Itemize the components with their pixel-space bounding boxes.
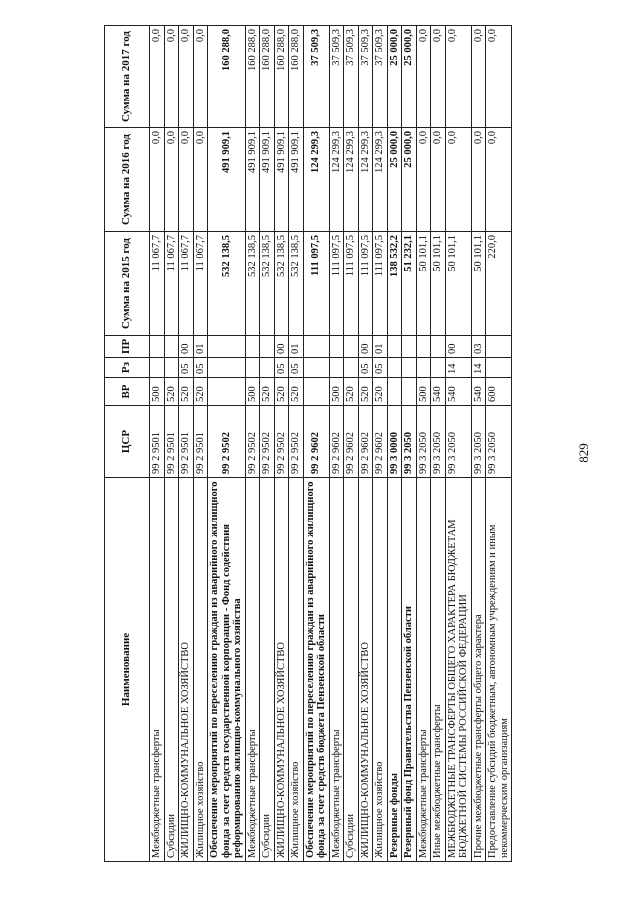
cell-rz <box>486 358 512 378</box>
cell-vr: 500 <box>329 378 344 406</box>
cell-csr: 99 3 2050 <box>445 406 471 478</box>
cell-csr: 99 3 2050 <box>416 406 431 478</box>
cell-2017: 160 288,0 <box>245 26 260 128</box>
cell-csr: 99 2 9602 <box>344 406 359 478</box>
header-csr: ЦСР <box>105 406 150 478</box>
cell-csr: 99 2 9501 <box>179 406 194 478</box>
cell-pr: 01 <box>373 336 388 358</box>
cell-2016: 491 909,1 <box>260 128 275 232</box>
header-vr: ВР <box>105 378 150 406</box>
cell-2015: 111 097,5 <box>344 232 359 336</box>
table-row <box>358 26 373 862</box>
header-rz: Рз <box>105 358 150 378</box>
table-row <box>274 26 289 862</box>
cell-name: Обеспечение мероприятий по переселению граждан из аварийного жилищного фонда за счет средств бюджета Пензенской области <box>303 478 329 862</box>
table-row <box>416 26 431 862</box>
cell-name: ЖИЛИЩНО-КОММУНАЛЬНОЕ ХОЗЯЙСТВО <box>358 478 373 862</box>
cell-name: Межбюджетные трансферты <box>329 478 344 862</box>
cell-2016: 0,0 <box>471 128 486 232</box>
cell-2015: 111 097,5 <box>358 232 373 336</box>
cell-2016: 0,0 <box>150 128 165 232</box>
rotated-page-content <box>104 26 640 862</box>
cell-name: Иные межбюджетные трансферты <box>431 478 446 862</box>
cell-vr: 500 <box>150 378 165 406</box>
cell-vr: 500 <box>245 378 260 406</box>
cell-2015: 532 138,5 <box>289 232 304 336</box>
cell-2015: 50 101,1 <box>431 232 446 336</box>
cell-rz <box>245 358 260 378</box>
cell-vr: 540 <box>431 378 446 406</box>
cell-pr <box>303 336 329 358</box>
cell-2015: 532 138,5 <box>208 232 246 336</box>
cell-2015: 532 138,5 <box>274 232 289 336</box>
cell-name: Межбюджетные трансферты <box>416 478 431 862</box>
cell-2016: 491 909,1 <box>208 128 246 232</box>
cell-pr: 03 <box>471 336 486 358</box>
cell-2016: 0,0 <box>164 128 179 232</box>
cell-csr: 99 2 9501 <box>150 406 165 478</box>
cell-vr: 520 <box>274 378 289 406</box>
cell-2016: 124 299,3 <box>344 128 359 232</box>
cell-pr <box>486 336 512 358</box>
cell-name: Жилищное хозяйство <box>193 478 208 862</box>
cell-csr: 99 2 9502 <box>245 406 260 478</box>
cell-rz <box>303 358 329 378</box>
cell-vr: 600 <box>486 378 512 406</box>
cell-pr <box>329 336 344 358</box>
cell-2016: 0,0 <box>431 128 446 232</box>
cell-csr: 99 3 0000 <box>387 406 402 478</box>
cell-2015: 138 532,2 <box>387 232 402 336</box>
cell-pr: 01 <box>289 336 304 358</box>
cell-name: Жилищное хозяйство <box>373 478 388 862</box>
cell-csr: 99 2 9502 <box>274 406 289 478</box>
cell-2015: 220,0 <box>486 232 512 336</box>
cell-2015: 111 097,5 <box>329 232 344 336</box>
cell-name: Предоставление субсидий бюджетным, автономным учреждениям и иным некоммерческим организациям <box>486 478 512 862</box>
cell-rz <box>387 358 402 378</box>
cell-2015: 111 097,5 <box>373 232 388 336</box>
cell-2017: 37 509,3 <box>358 26 373 128</box>
cell-csr: 99 3 2050 <box>471 406 486 478</box>
table-row <box>164 26 179 862</box>
cell-2017: 25 000,0 <box>387 26 402 128</box>
cell-rz: 05 <box>373 358 388 378</box>
cell-vr: 520 <box>260 378 275 406</box>
cell-name: Жилищное хозяйство <box>289 478 304 862</box>
cell-2015: 111 097,5 <box>303 232 329 336</box>
cell-csr: 99 3 2050 <box>431 406 446 478</box>
cell-vr: 520 <box>193 378 208 406</box>
cell-vr: 540 <box>471 378 486 406</box>
table-row <box>245 26 260 862</box>
cell-pr: 00 <box>445 336 471 358</box>
header-2015: Сумма на 2015 год <box>105 232 150 336</box>
cell-2017: 160 288,0 <box>289 26 304 128</box>
cell-2016: 124 299,3 <box>303 128 329 232</box>
cell-csr: 99 2 9502 <box>208 406 246 478</box>
cell-rz: 14 <box>471 358 486 378</box>
cell-pr: 00 <box>274 336 289 358</box>
cell-2017: 0,0 <box>431 26 446 128</box>
cell-name: Обеспечение мероприятий по переселению граждан из аварийного жилищного фонда за счет средств государственной корпорации - Фонд содействия реформированию жилищно-коммунального хозяйства <box>208 478 246 862</box>
cell-2015: 50 101,1 <box>416 232 431 336</box>
cell-pr <box>344 336 359 358</box>
cell-2015: 11 067,7 <box>150 232 165 336</box>
table-row <box>303 26 329 862</box>
table-row <box>373 26 388 862</box>
cell-vr: 520 <box>373 378 388 406</box>
cell-name: Резервные фонды <box>387 478 402 862</box>
cell-vr: 520 <box>164 378 179 406</box>
cell-2017: 37 509,3 <box>303 26 329 128</box>
header-2017: Сумма на 2017 год <box>105 26 150 128</box>
cell-rz <box>416 358 431 378</box>
cell-csr: 99 2 9501 <box>164 406 179 478</box>
cell-2016: 124 299,3 <box>329 128 344 232</box>
budget-table <box>104 25 512 862</box>
cell-2015: 51 232,1 <box>402 232 417 336</box>
cell-pr <box>208 336 246 358</box>
cell-2017: 0,0 <box>179 26 194 128</box>
cell-2016: 0,0 <box>193 128 208 232</box>
cell-pr <box>260 336 275 358</box>
table-row <box>150 26 165 862</box>
cell-csr: 99 2 9602 <box>358 406 373 478</box>
cell-2017: 0,0 <box>164 26 179 128</box>
table-row <box>289 26 304 862</box>
table-row <box>208 26 246 862</box>
cell-2016: 0,0 <box>445 128 471 232</box>
cell-2016: 0,0 <box>486 128 512 232</box>
cell-2016: 25 000,0 <box>402 128 417 232</box>
cell-2017: 0,0 <box>471 26 486 128</box>
cell-rz: 05 <box>193 358 208 378</box>
cell-2017: 25 000,0 <box>402 26 417 128</box>
cell-name: ЖИЛИЩНО-КОММУНАЛЬНОЕ ХОЗЯЙСТВО <box>179 478 194 862</box>
table-row <box>402 26 417 862</box>
cell-name: Межбюджетные трансферты <box>150 478 165 862</box>
cell-2017: 160 288,0 <box>274 26 289 128</box>
cell-pr <box>402 336 417 358</box>
cell-2017: 37 509,3 <box>329 26 344 128</box>
table-row <box>193 26 208 862</box>
cell-csr: 99 2 9502 <box>260 406 275 478</box>
cell-vr <box>402 378 417 406</box>
page-number: 829 <box>576 443 591 463</box>
cell-name: Субсидии <box>260 478 275 862</box>
cell-rz <box>164 358 179 378</box>
cell-2017: 160 288,0 <box>208 26 246 128</box>
cell-csr: 99 2 9501 <box>193 406 208 478</box>
cell-2015: 11 067,7 <box>193 232 208 336</box>
table-row <box>486 26 512 862</box>
cell-pr <box>387 336 402 358</box>
cell-name: Субсидии <box>164 478 179 862</box>
cell-pr <box>416 336 431 358</box>
cell-vr: 520 <box>344 378 359 406</box>
cell-vr: 520 <box>289 378 304 406</box>
cell-name: МЕЖБЮДЖЕТНЫЕ ТРАНСФЕРТЫ ОБЩЕГО ХАРАКТЕРА БЮДЖЕТАМ БЮДЖЕТНОЙ СИСТЕМЫ РОССИЙСКОЙ ФЕДЕРАЦИИ <box>445 478 471 862</box>
cell-name: Межбюджетные трансферты <box>245 478 260 862</box>
cell-vr: 540 <box>445 378 471 406</box>
cell-2017: 0,0 <box>486 26 512 128</box>
cell-vr: 500 <box>416 378 431 406</box>
cell-2015: 11 067,7 <box>164 232 179 336</box>
cell-rz <box>150 358 165 378</box>
cell-2016: 491 909,1 <box>274 128 289 232</box>
cell-2016: 491 909,1 <box>289 128 304 232</box>
cell-rz: 05 <box>179 358 194 378</box>
cell-rz <box>402 358 417 378</box>
cell-rz <box>431 358 446 378</box>
cell-csr: 99 2 9502 <box>289 406 304 478</box>
cell-rz: 05 <box>358 358 373 378</box>
cell-name: Прочие межбюджетные трансферты общего характера <box>471 478 486 862</box>
cell-pr <box>150 336 165 358</box>
cell-name: Субсидии <box>344 478 359 862</box>
table-header-row <box>105 26 150 862</box>
cell-2015: 11 067,7 <box>179 232 194 336</box>
cell-name: ЖИЛИЩНО-КОММУНАЛЬНОЕ ХОЗЯЙСТВО <box>274 478 289 862</box>
cell-2017: 160 288,0 <box>260 26 275 128</box>
table-row <box>329 26 344 862</box>
table-row <box>431 26 446 862</box>
header-2016: Сумма на 2016 год <box>105 128 150 232</box>
cell-rz <box>344 358 359 378</box>
cell-pr: 00 <box>179 336 194 358</box>
table-row <box>445 26 471 862</box>
cell-2017: 0,0 <box>416 26 431 128</box>
cell-vr: 520 <box>179 378 194 406</box>
cell-rz <box>260 358 275 378</box>
cell-rz: 14 <box>445 358 471 378</box>
cell-2015: 50 101,1 <box>471 232 486 336</box>
cell-2015: 532 138,5 <box>245 232 260 336</box>
header-name: Наименование <box>105 478 150 862</box>
cell-rz: 05 <box>289 358 304 378</box>
cell-pr <box>164 336 179 358</box>
cell-rz <box>329 358 344 378</box>
cell-2016: 0,0 <box>416 128 431 232</box>
cell-2016: 124 299,3 <box>373 128 388 232</box>
table-row <box>387 26 402 862</box>
table-row <box>179 26 194 862</box>
cell-vr <box>208 378 246 406</box>
cell-2017: 0,0 <box>150 26 165 128</box>
cell-2017: 37 509,3 <box>373 26 388 128</box>
cell-rz: 05 <box>274 358 289 378</box>
header-pr: ПР <box>105 336 150 358</box>
cell-2016: 491 909,1 <box>245 128 260 232</box>
cell-rz <box>208 358 246 378</box>
cell-2017: 0,0 <box>445 26 471 128</box>
cell-csr: 99 3 2050 <box>402 406 417 478</box>
cell-vr <box>303 378 329 406</box>
cell-vr <box>387 378 402 406</box>
cell-csr: 99 2 9602 <box>303 406 329 478</box>
cell-2017: 37 509,3 <box>344 26 359 128</box>
cell-pr <box>431 336 446 358</box>
table-row <box>471 26 486 862</box>
cell-csr: 99 2 9602 <box>329 406 344 478</box>
cell-name: Резервный фонд Правительства Пензенской области <box>402 478 417 862</box>
cell-2015: 50 101,1 <box>445 232 471 336</box>
cell-pr: 00 <box>358 336 373 358</box>
cell-2016: 0,0 <box>179 128 194 232</box>
cell-2016: 25 000,0 <box>387 128 402 232</box>
cell-2017: 0,0 <box>193 26 208 128</box>
table-row <box>260 26 275 862</box>
table-row <box>344 26 359 862</box>
cell-csr: 99 2 9602 <box>373 406 388 478</box>
cell-2016: 124 299,3 <box>358 128 373 232</box>
cell-vr: 520 <box>358 378 373 406</box>
cell-csr: 99 3 2050 <box>486 406 512 478</box>
cell-pr <box>245 336 260 358</box>
cell-2015: 532 138,5 <box>260 232 275 336</box>
cell-pr: 01 <box>193 336 208 358</box>
